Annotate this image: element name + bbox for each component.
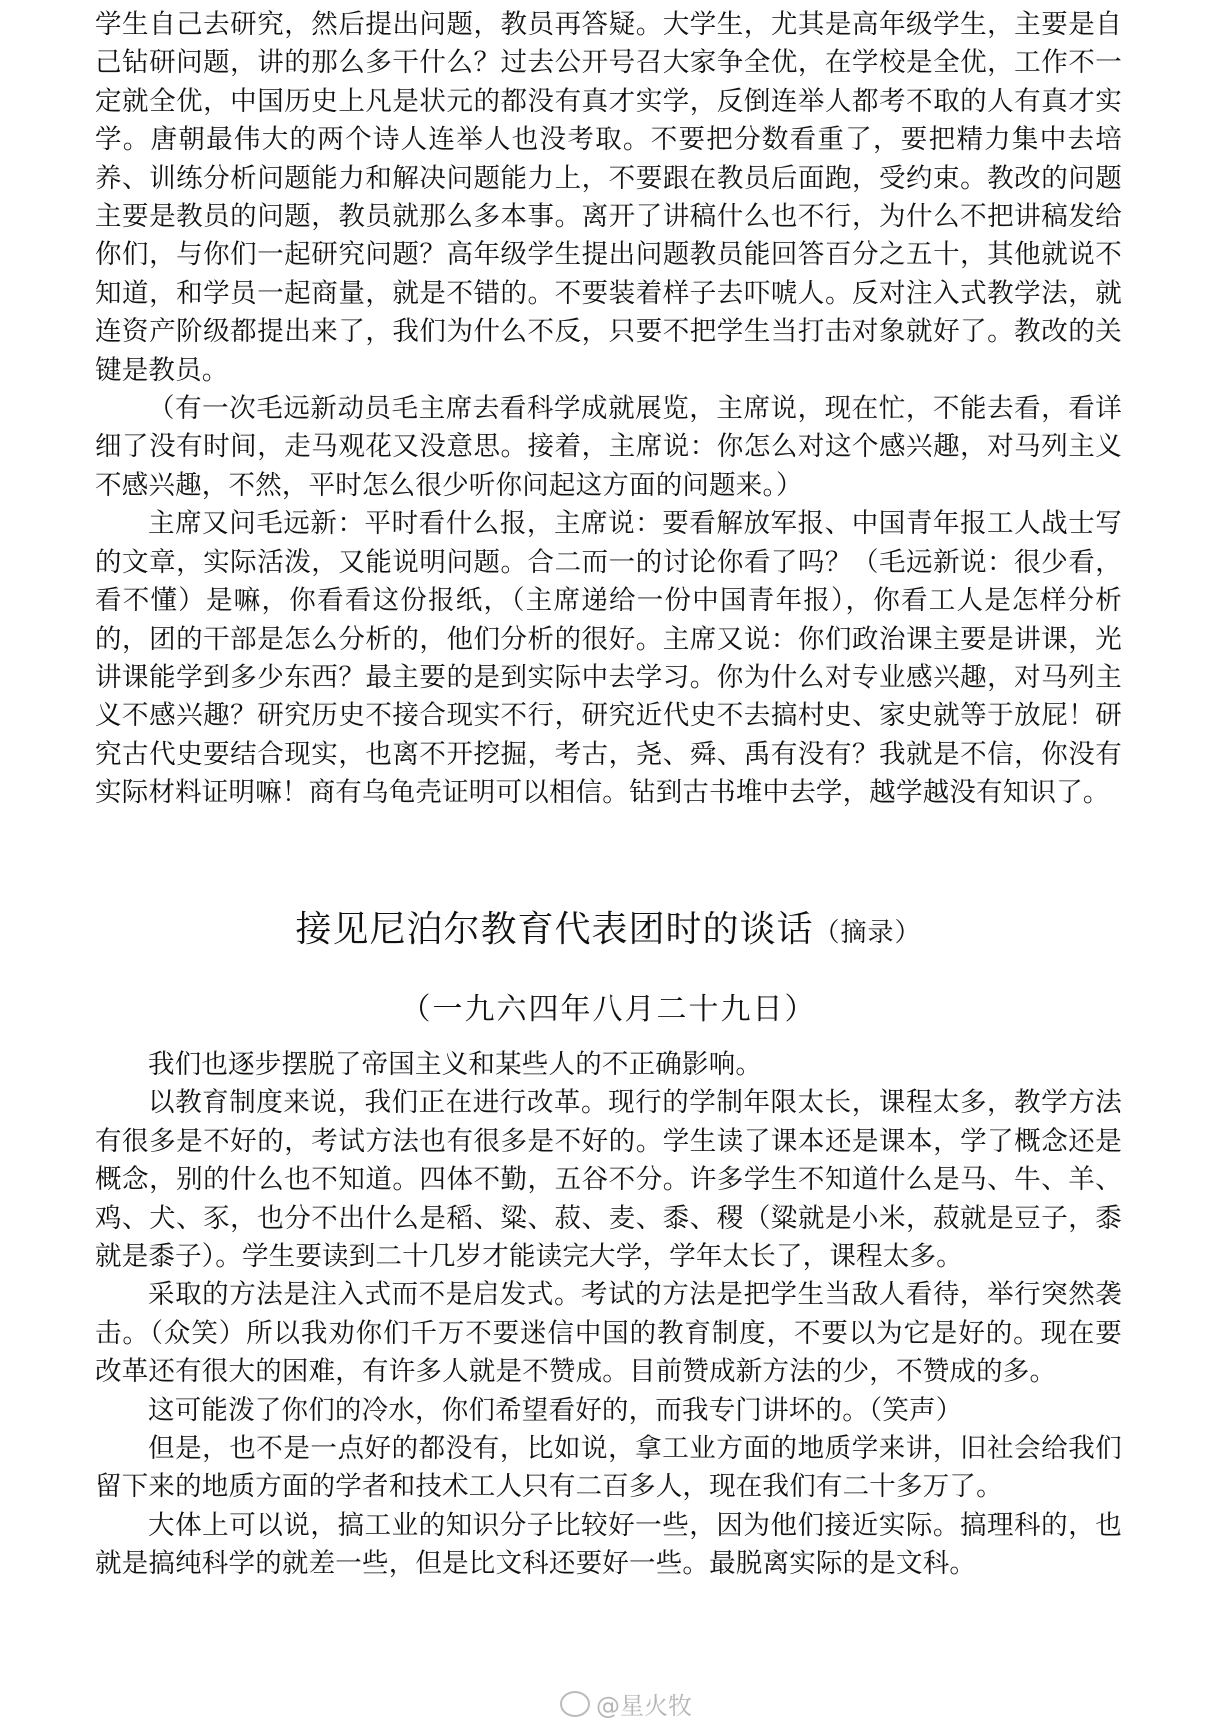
- section-title-note: （摘录）: [813, 918, 922, 948]
- paragraph: 大体上可以说，搞工业的知识分子比较好一些，因为他们接近实际。搞理科的，也就是搞纯科学的就差一些，但是比文科还要好一些。最脱离实际的是文科。: [95, 1509, 1122, 1580]
- paragraph: 学生自己去研究，然后提出问题，教员再答疑。大学生，尤其是高年级学生，主要是自己钻研问题，讲的那么多干什么？过去公开号召大家争全优，在学校是全优，工作不一定就全优，中国历史上凡是状元的都没有真才实学，反倒连举人都考不取的人有真才实学。唐朝最伟大的两个诗人连举人也没考取。不要把分数看重了，要把精力集中去培养、训练分析问题能力和解决问题能力上，不要跟在教员后面跑，受约束。教改的问题主要是教员的问题，教员就那么多本事。离开了讲稿什么也不行，为什么不把讲稿发给你们，与你们一起研究问题？高年级学生提出问题教员能回答百分之五十，其他就说不知道，和学员一起商量，就是不错的。不要装着样子去吓唬人。反对注入式教学法，就连资产阶级都提出来了，我们为什么不反，只要不把学生当打击对象就好了。教改的关键是教员。: [95, 9, 1122, 386]
- paragraph: 我们也逐步摆脱了帝国主义和某些人的不正确影响。: [148, 1049, 763, 1080]
- text-block-upper: [95, 6, 1122, 813]
- watermark-text: @星火牧: [596, 1692, 692, 1720]
- section-date: （一九六四年八月二十九日）: [400, 992, 817, 1027]
- paragraph: 以教育制度来说，我们正在进行改革。现行的学制年限太长，课程太多，教学方法有很多是不好的，考试方法也有很多是不好的。学生读了课本还是课本，学了概念还是概念，别的什么也不知道。四体不勤，五谷不分。许多学生不知道什么是马、牛、羊、鸡、犬、豕，也分不出什么是稻、粱、菽、麦、黍、稷（粱就是小米，菽就是豆子，黍就是黍子）。学生要读到二十几岁才能读完大学，学年太长了，课程太多。: [95, 1087, 1122, 1273]
- weibo-icon: [560, 1691, 590, 1717]
- watermark: [560, 1686, 692, 1721]
- paragraph: 但是，也不是一点好的都没有，比如说，拿工业方面的地质学来讲，旧社会给我们留下来的地质方面的学者和技术工人只有二百多人，现在我们有二十多万了。: [95, 1433, 1122, 1503]
- paragraph: （有一次毛远新动员毛主席去看科学成就展览，主席说，现在忙，不能去看，看详细了没有时间，走马观花又没意思。接着，主席说：你怎么对这个感兴趣，对马列主义不感兴趣，不然，平时怎么很少听你问起这方面的问题来。）: [95, 393, 1122, 501]
- paragraph: 采取的方法是注入式而不是启发式。考试的方法是把学生当敌人看待，举行突然袭击。（众笑）所以我劝你们千万不要迷信中国的教育制度，不要以为它是好的。现在要改革还有很大的困难，有许多人就是不赞成。目前赞成新方法的少，不赞成的多。: [95, 1279, 1122, 1388]
- paragraph: 主席又问毛远新：平时看什么报，主席说：要看解放军报、中国青年报工人战士写的文章，实际活泼，又能说明问题。合二而一的讨论你看了吗？（毛远新说：很少看，看不懂）是嘛，你看看这份报纸，（主席递给一份中国青年报），你看工人是怎样分析的，团的干部是怎么分析的，他们分析的很好。主席又说：你们政治课主要是讲课，光讲课能学到多少东西？最主要的是到实际中去学习。你为什么对专业感兴趣，对马列主义不感兴趣？研究历史不接合现实不行，研究近代史不去搞村史、家史就等于放屁！研究古代史要结合现实，也离不开挖掘，考古，尧、舜、禹有没有？我就是不信，你没有实际材料证明嘛！商有乌龟壳证明可以相信。钻到古书堆中去学，越学越没有知识了。: [95, 508, 1122, 809]
- section-title-text: 接见尼泊尔教育代表团时的谈话: [295, 909, 814, 950]
- section-title: [95, 908, 1122, 955]
- paragraph: 这可能泼了你们的冷水，你们希望看好的，而我专门讲坏的。（笑声）: [148, 1394, 963, 1426]
- text-block-lower: [95, 1046, 1122, 1584]
